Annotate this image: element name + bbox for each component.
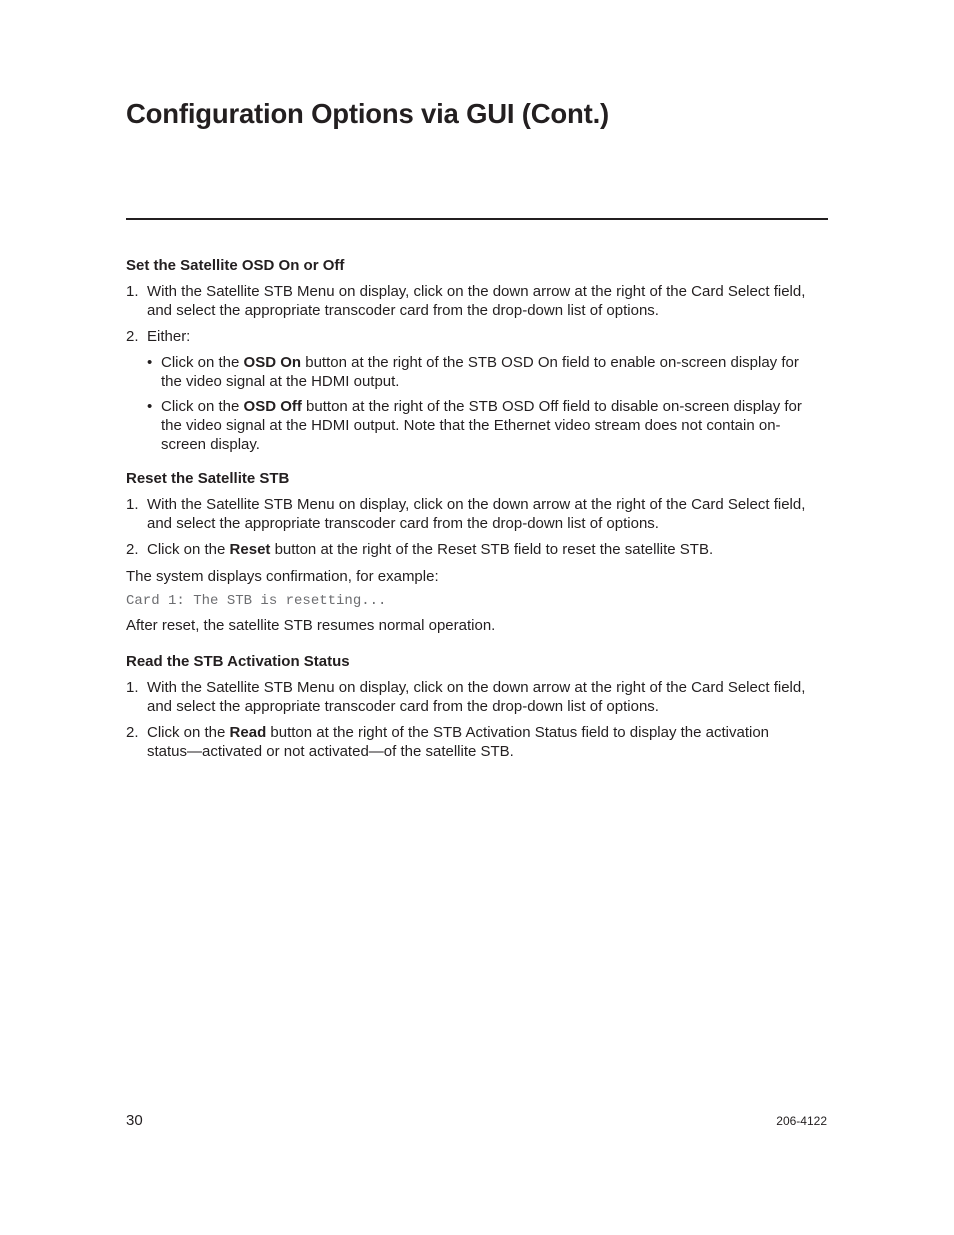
header-rule [126, 218, 828, 220]
step-text: With the Satellite STB Menu on display, click on the down arrow at the right of the Card Select field, and select the appropriate transcoder card from the drop-down list of options. [147, 679, 806, 715]
step-number: 1. [126, 496, 139, 513]
step-bold-term: Read [229, 724, 267, 741]
bullet-bold-term: OSD On [243, 354, 302, 371]
after-reset-text: After reset, the satellite STB resumes normal operation. [126, 617, 496, 634]
step-text-pre: Click on the [147, 541, 230, 558]
bullet-text-pre: Click on the [161, 398, 244, 415]
section-heading: Reset the Satellite STB [126, 470, 290, 487]
bullet-list [147, 353, 806, 454]
step-text: With the Satellite STB Menu on display, click on the down arrow at the right of the Card Select field, and select the appropriate transcoder card from the drop-down list of options. [147, 283, 806, 319]
step-number: 1. [126, 679, 139, 696]
bullet-icon: • [147, 354, 153, 371]
step-item [126, 678, 806, 716]
bullet-item [147, 397, 806, 454]
step-text-post: button at the right of the Reset STB field to reset the satellite STB. [270, 541, 714, 558]
step-item [126, 282, 806, 320]
step-number: 2. [126, 328, 139, 345]
step-item [126, 540, 806, 559]
step-number: 2. [126, 541, 139, 558]
page-content [126, 256, 806, 768]
step-text: Either: [147, 328, 191, 345]
bullet-icon: • [147, 398, 153, 415]
document-number: 206-4122 [776, 1114, 827, 1128]
step-item [126, 327, 806, 346]
step-number: 1. [126, 283, 139, 300]
section-osd [126, 256, 806, 454]
section-heading: Set the Satellite OSD On or Off [126, 257, 345, 274]
bullet-text-pre: Click on the [161, 354, 244, 371]
step-text: With the Satellite STB Menu on display, click on the down arrow at the right of the Card Select field, and select the appropriate transcoder card from the drop-down list of options. [147, 496, 806, 532]
step-text-post: button at the right of the STB Activation Status field to display the activation status—activated or not activated—of the satellite STB. [147, 724, 770, 760]
section-heading: Read the STB Activation Status [126, 653, 350, 670]
bullet-text-post: button at the right of the STB OSD On field to enable on-screen display for the video signal at the HDMI output. [161, 354, 799, 390]
step-item [126, 495, 806, 533]
confirmation-text: The system displays confirmation, for example: [126, 568, 439, 585]
step-text-pre: Click on the [147, 724, 230, 741]
code-example: Card 1: The STB is resetting... [126, 593, 387, 609]
section-reset [126, 469, 806, 635]
bullet-text-post: button at the right of the STB OSD Off field to disable on-screen display for the video signal at the HDMI output. Note that the Ethernet video stream does not contain on-screen display. [161, 398, 802, 453]
step-bold-term: Reset [229, 541, 271, 558]
step-item [126, 723, 806, 761]
bullet-bold-term: OSD Off [243, 398, 302, 415]
page-number: 30 [126, 1112, 143, 1129]
step-number: 2. [126, 724, 139, 741]
section-activation [126, 652, 806, 761]
page-title: Configuration Options via GUI (Cont.) [126, 98, 609, 129]
bullet-item [147, 353, 806, 391]
